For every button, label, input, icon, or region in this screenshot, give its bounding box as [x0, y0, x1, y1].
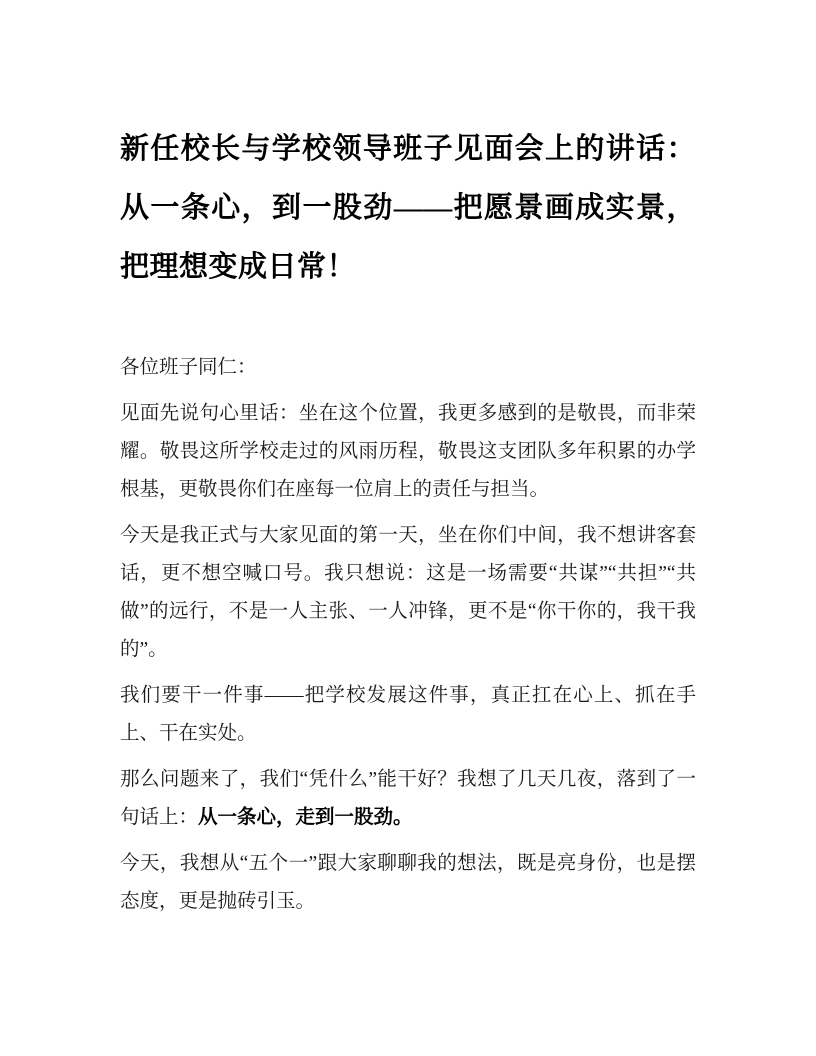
paragraph-one-thing: 我们要干一件事——把学校发展这件事，真正扛在心上、抓在手上、干在实处。: [120, 685, 696, 744]
paragraph-key-question: [120, 761, 696, 837]
document-body: [120, 349, 696, 921]
paragraph-first-meeting: 今天是我正式与大家见面的第一天，坐在你们中间，我不想讲客套话，更不想空喊口号。我只想说：这是一场需要“共谋”“共担”“共做”的远行，不是一人主张、一人冲锋，更不是“你干你的，我干我的”。: [120, 525, 696, 660]
salutation: 各位班子同仁：: [120, 357, 257, 378]
paragraph-five-ones: 今天，我想从“五个一”跟大家聊聊我的想法，既是亮身份，也是摆态度，更是抛砖引玉。: [120, 853, 696, 912]
paragraph-key-question-emphasis: 从一条心，走到一股劲。: [198, 807, 413, 828]
paragraph-awe: 见面先说句心里话：坐在这个位置，我更多感到的是敬畏，而非荣耀。敬畏这所学校走过的风雨历程，敬畏这支团队多年积累的办学根基，更敬畏你们在座每一位肩上的责任与担当。: [120, 403, 696, 500]
paragraph-key-question-lead: 那么问题来了，我们“凭什么”能干好？我想了几天几夜，落到了一句话上：: [120, 769, 696, 828]
document-title: 新任校长与学校领导班子见面会上的讲话：从一条心，到一股劲——把愿景画成实景，把理想变成日常！: [120, 133, 696, 283]
